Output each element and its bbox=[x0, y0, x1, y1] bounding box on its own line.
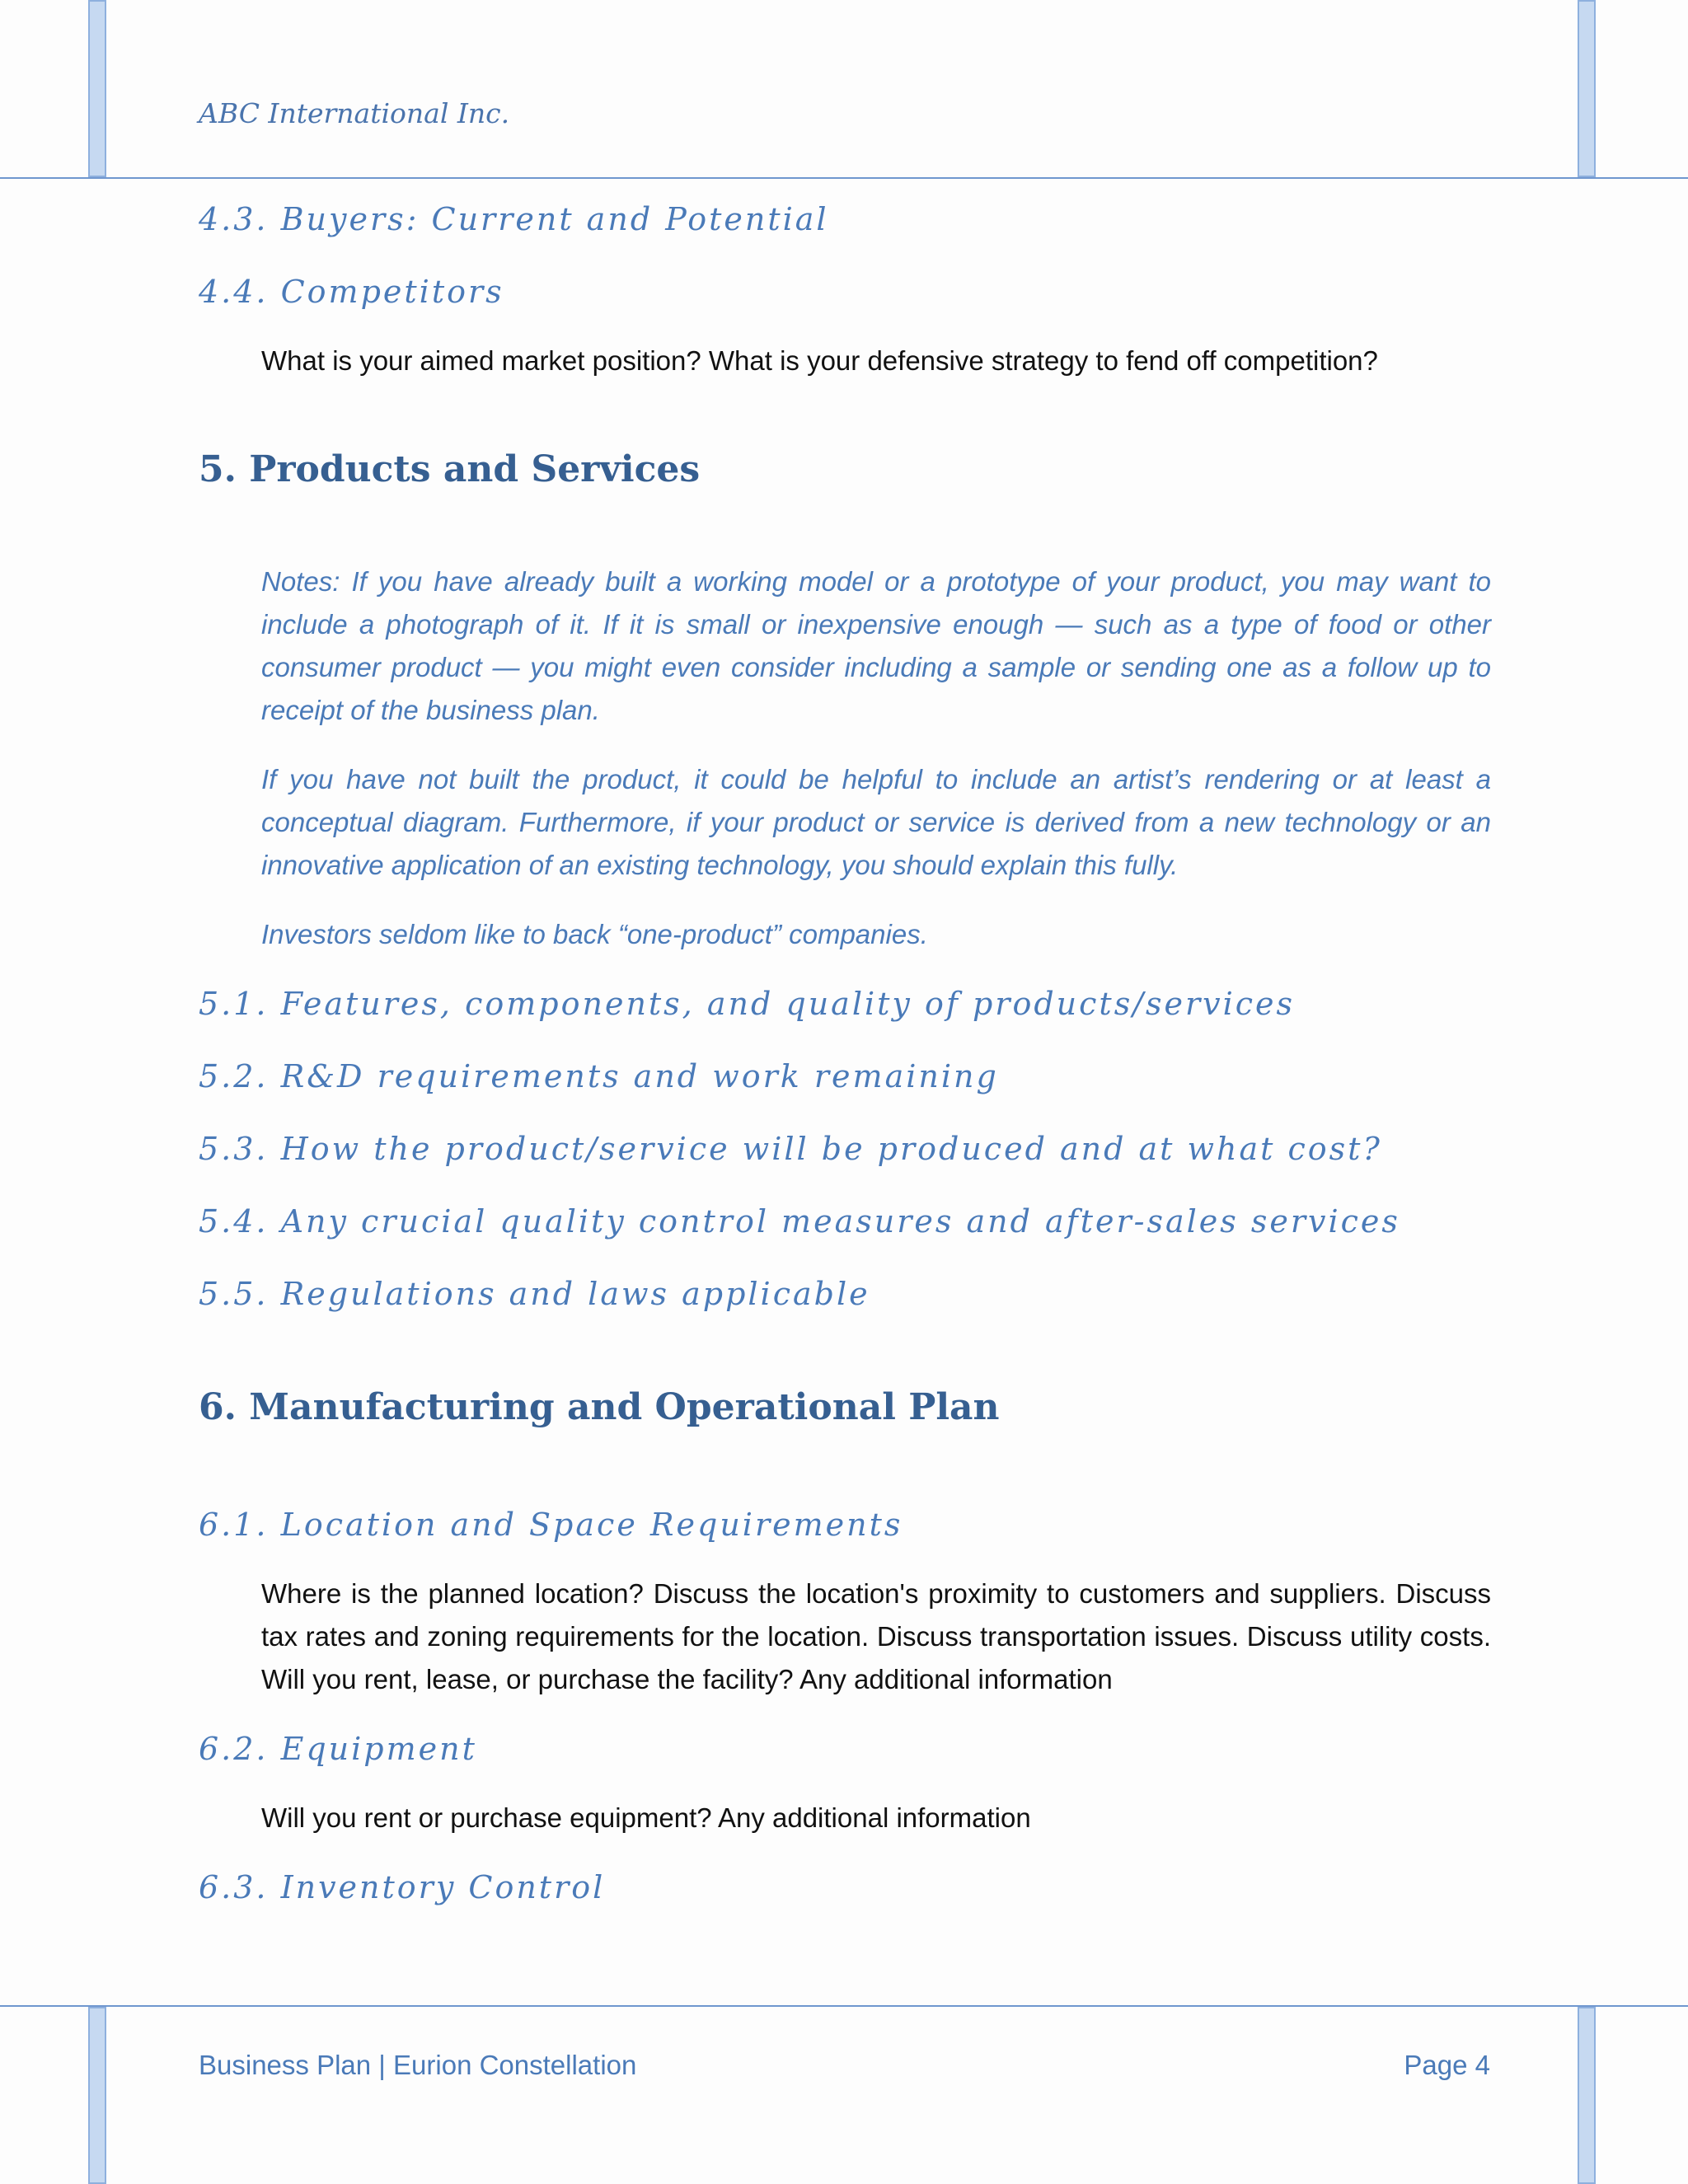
heading-5-4: 5.4. Any crucial quality control measures and after-sales services bbox=[199, 1203, 1400, 1240]
paragraph-6-1: Where is the planned location? Discuss the location's proximity to customers and suppliers. Discuss tax rates and zoning requirements for the location. Discuss transportation issues. Discuss utility costs. Will you rent, lease, or purchase the facility? Any additional information bbox=[261, 1578, 1491, 1694]
paragraph-4-4: What is your aimed market position? What is your defensive strategy to fend off competition? bbox=[261, 345, 1378, 376]
footer-right-bar bbox=[1578, 2007, 1596, 2184]
heading-6: 6. Manufacturing and Operational Plan bbox=[199, 1386, 1000, 1428]
footer-rule bbox=[0, 2005, 1688, 2007]
footer-left-bar bbox=[88, 2007, 106, 2184]
header-left-bar bbox=[88, 0, 106, 177]
note-paragraph-2: If you have not built the product, it could be helpful to include an artist’s rendering or at least a conceptual diagram. Furthermore, if your product or service is derived from a new technology or an innovative application of an existing technology, you should explain this fully. bbox=[261, 764, 1491, 880]
heading-5-1: 5.1. Features, components, and quality of products/services bbox=[199, 986, 1296, 1022]
heading-4-4: 4.4. Competitors bbox=[199, 274, 504, 310]
heading-4-3: 4.3. Buyers: Current and Potential bbox=[199, 201, 829, 237]
header-right-bar bbox=[1578, 0, 1596, 177]
footer-page-number: Page 4 bbox=[1404, 2050, 1490, 2080]
page-content bbox=[199, 196, 1491, 1910]
note-paragraph-1: Notes: If you have already built a working model or a prototype of your product, you may want to include a photograph of it. If it is small or inexpensive enough — such as a type of food or other consumer product — you might even consider including a sample or sending one as a follow up to receipt of the business plan. bbox=[261, 566, 1491, 725]
heading-5: 5. Products and Services bbox=[199, 448, 701, 490]
heading-5-3: 5.3. How the product/service will be produced and at what cost? bbox=[199, 1131, 1382, 1167]
note-paragraph-3: Investors seldom like to back “one-product” companies. bbox=[261, 919, 928, 949]
header-company-name: ABC International Inc. bbox=[199, 97, 510, 129]
header-rule bbox=[0, 177, 1688, 179]
heading-6-2: 6.2. Equipment bbox=[199, 1731, 477, 1767]
footer-document-title: Business Plan | Eurion Constellation bbox=[199, 2050, 637, 2080]
paragraph-6-2: Will you rent or purchase equipment? Any additional information bbox=[261, 1802, 1031, 1833]
heading-6-3: 6.3. Inventory Control bbox=[199, 1869, 606, 1905]
heading-6-1: 6.1. Location and Space Requirements bbox=[199, 1507, 903, 1543]
heading-5-5: 5.5. Regulations and laws applicable bbox=[199, 1276, 870, 1312]
heading-5-2: 5.2. R&D requirements and work remaining bbox=[199, 1058, 999, 1094]
